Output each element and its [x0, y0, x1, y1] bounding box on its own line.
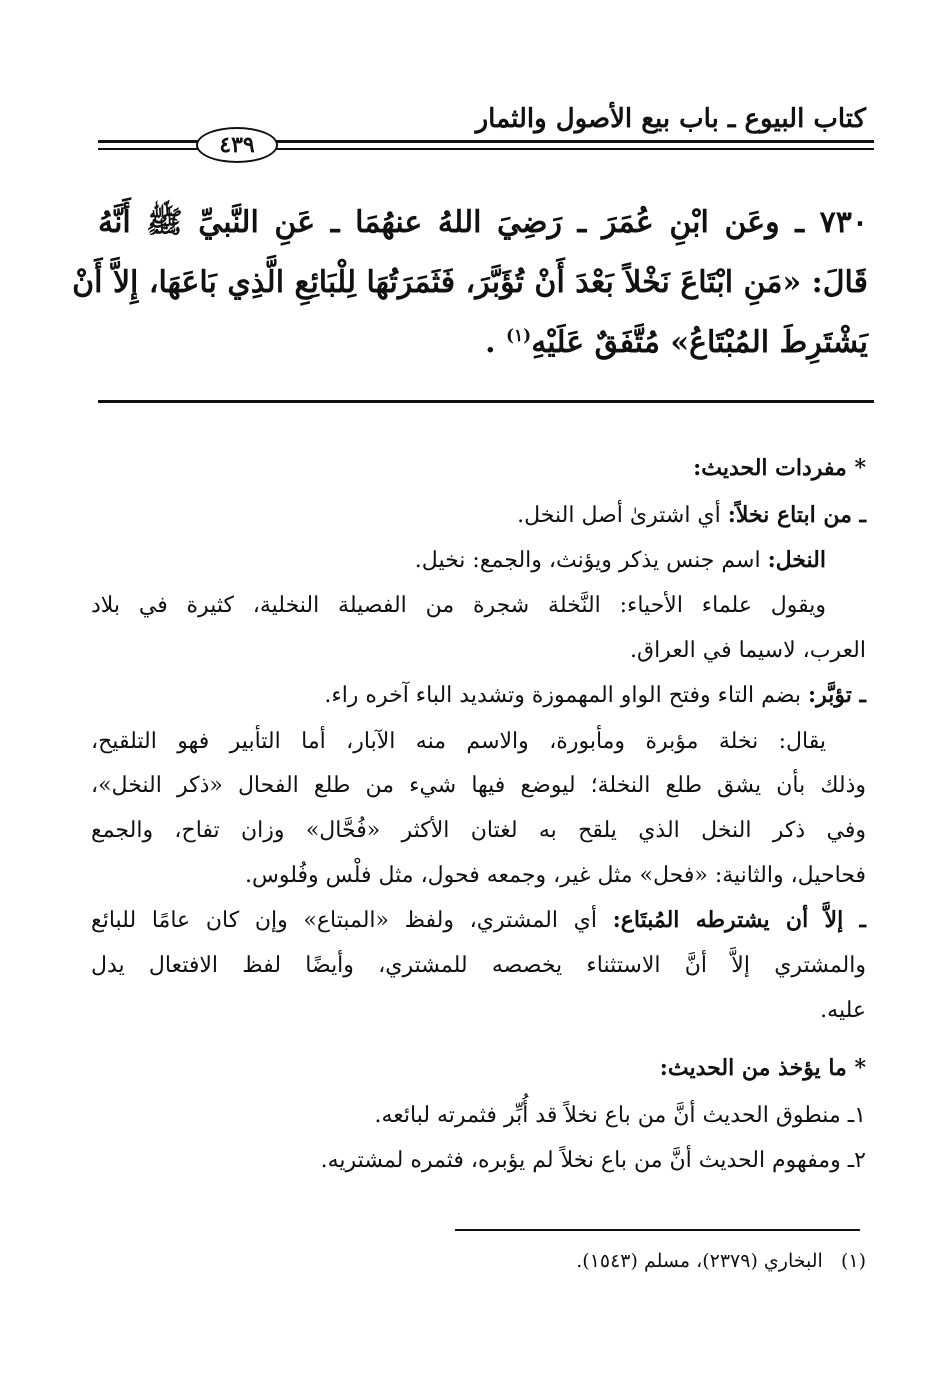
hadith-line-3 [98, 325, 868, 361]
vocab-entry-1 [91, 502, 866, 530]
footnote-ref: (١) [505, 326, 532, 346]
lesson-item-2: ٢ـ ومفهوم الحديث أنَّ من باع نخلاً لم يؤبره، فثمره لمشتريه. [320, 1148, 866, 1173]
hadith-text-1: وعَن ابْنِ عُمَرَ ـ رَضِيَ اللهُ عنهُمَا ـ عَنِ النَّبيِّ ﷺ أَنَّهُ [98, 205, 780, 240]
vocab-entry-3-line-1: ويقول علماء الأحياء: النَّخلة شجرة من الفصيلة النخلية، كثيرة في بلاد [91, 593, 826, 618]
vocab-term: النخل: [767, 547, 826, 573]
vocab-entry-2 [51, 547, 826, 575]
footnote-text: البخاري (٢٣٧٩)، مسلم (١٥٤٣). [576, 1250, 823, 1272]
vocab-text: اسم جنس يذكر ويؤنث، والجمع: نخيل. [414, 548, 761, 573]
vocab-entry-5-line-4: فحاحيل، والثانية: «فحل» مثل غير، وجمعه فحول، مثل فلْس وفُلوس. [245, 863, 866, 888]
vocab-entry-6-line-1 [91, 907, 866, 935]
vocab-entry-5-line-1: يقال: نخلة مؤبرة ومأبورة، والاسم منه الآبار، أما التأبير فهو التلقيح، [91, 729, 826, 754]
vocab-term: ـ من ابتاع نخلاً: [727, 502, 866, 528]
footnote-ref-label: (١) [840, 1250, 866, 1272]
vocab-entry-6-line-3: عليه. [820, 998, 866, 1023]
footnote-rule [455, 1229, 860, 1231]
hadith-line-1 [98, 205, 868, 241]
vocab-text: أي المشتري، ولفظ «المبتاع» وإن كان عامًا للبائع [91, 908, 597, 933]
vocab-term: ـ إلاَّ أن يشترطه المُبتَاع: [612, 907, 866, 933]
section-divider [98, 400, 874, 403]
vocab-text: بضم التاء وفتح الواو المهموزة وتشديد الباء آخره راء. [324, 683, 802, 708]
lesson-item-1: ١ـ منطوق الحديث أنَّ من باع نخلاً قد أُبِّر فثمرته لبائعه. [374, 1103, 866, 1128]
vocab-text: أي اشترىٰ أصل النخل. [517, 503, 721, 528]
vocab-entry-4 [91, 682, 866, 710]
vocab-entry-6-line-2: والمشتري إلاَّ أنَّ الاستثناء يخصصه للمشتري، وأيضًا لفظ الافتعال يدل [91, 953, 866, 978]
hadith-end: . [485, 325, 496, 360]
page-number: ٤٣٩ [196, 127, 278, 163]
lessons-heading: * ما يؤخذ من الحديث: [659, 1055, 866, 1081]
vocab-entry-5-line-3: وفي ذكر النخل الذي يلقح به لغتان الأكثر «فُحَّال» وزان تفاح، والجمع [91, 818, 866, 843]
hadith-line-2: قَالَ: «مَنِ ابْتَاعَ نَخْلاً بَعْدَ أَنْ تُؤَبَّرَ، فَثَمَرَتُهَا لِلْبَائِعِ الَّذِي بَاعَهَا، إِلاَّ أَنْ [72, 265, 868, 300]
vocab-entry-3-line-2: العرب، لاسيما في العراق. [630, 638, 866, 663]
vocab-entry-5-line-2: وذلك بأن يشق طلع النخلة؛ ليوضع فيها شيء من طلع الفحال «ذكر النخل»، [91, 773, 866, 798]
running-head: كتاب البيوع ـ باب بيع الأصول والثمار [475, 104, 866, 134]
vocab-term: ـ تؤبَّر: [808, 682, 866, 708]
footnote [91, 1250, 866, 1272]
hadith-number: ٧٣٠ ـ [795, 205, 868, 240]
hadith-text-3: يَشْتَرِطَ المُبْتَاعُ» مُتَّفَقٌ عَلَيْهِ [531, 325, 868, 360]
vocabulary-heading: * مفردات الحديث: [693, 455, 866, 481]
